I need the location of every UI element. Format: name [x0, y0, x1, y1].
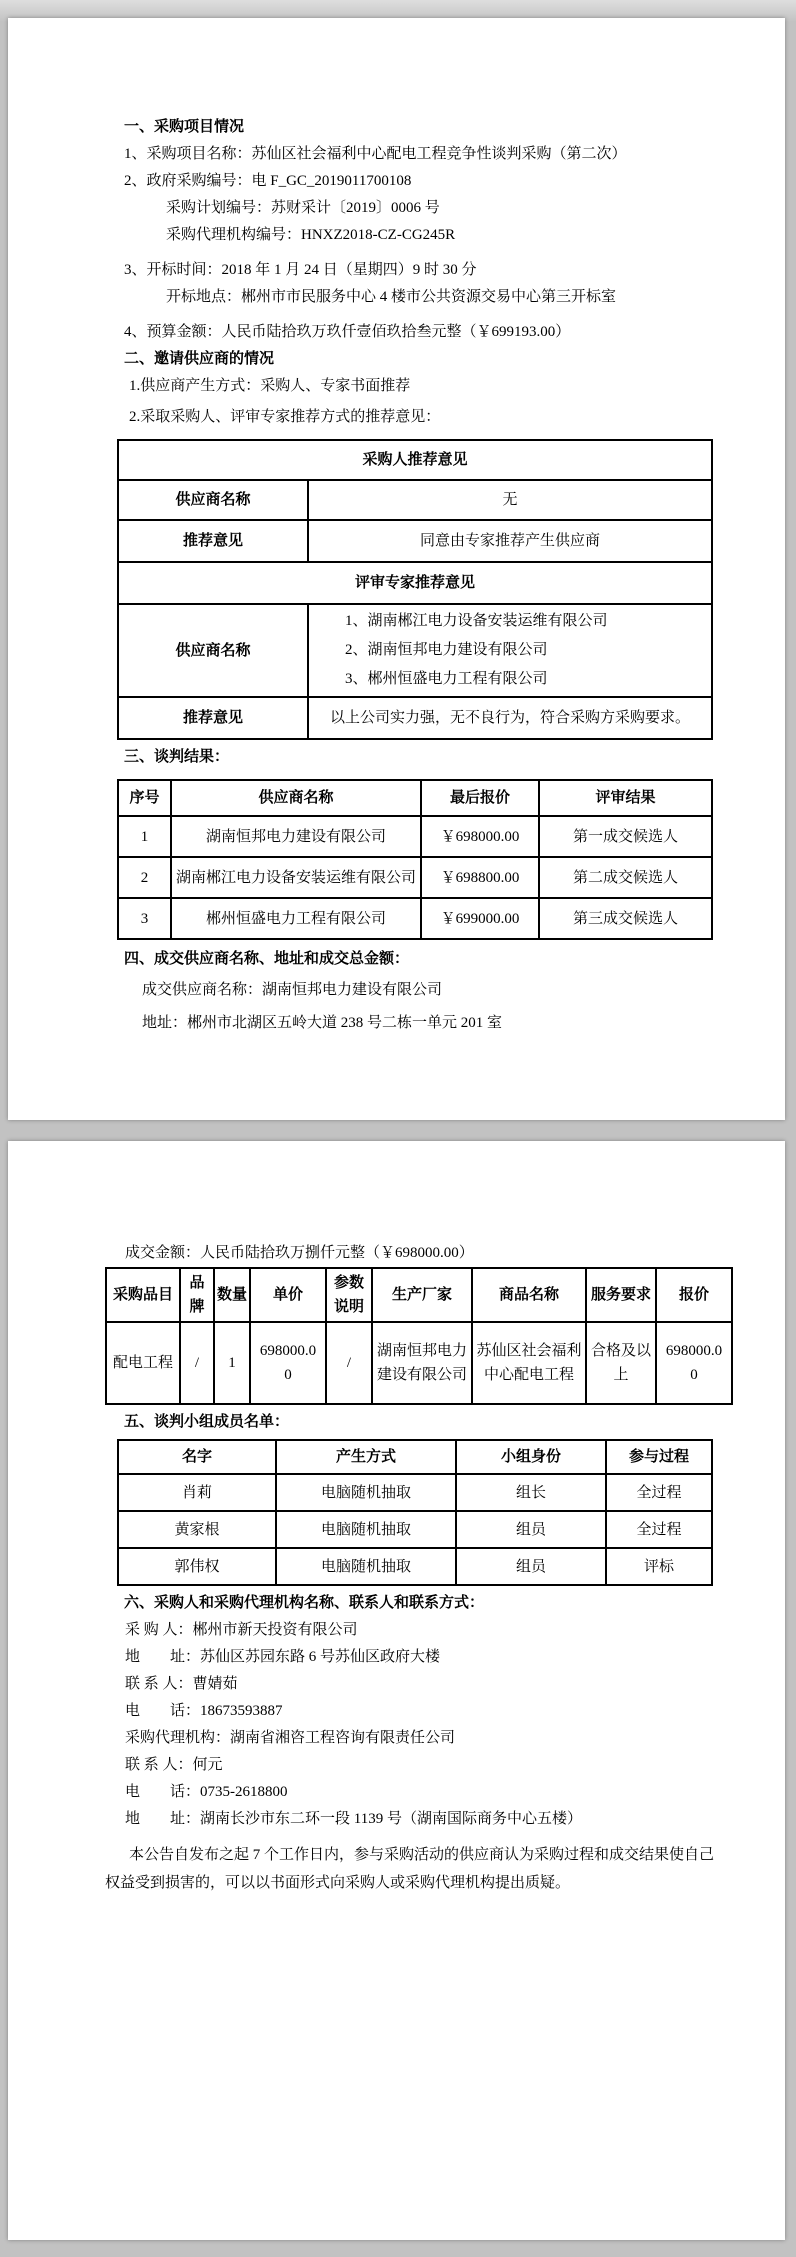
deal-header-quote: 报价: [656, 1268, 732, 1322]
expert-supplier-3: 3、郴州恒盛电力工程有限公司: [345, 671, 548, 687]
panel-header-participation: 参与过程: [606, 1440, 712, 1474]
agency-phone-line: 电 话：0735-2618800: [125, 1784, 288, 1800]
agency-no-line: 采购代理机构编号：HNXZ2018-CZ-CG245R: [166, 227, 456, 243]
section-1-heading: 一、采购项目情况: [124, 119, 245, 135]
panel-cell-name: 郭伟权: [118, 1548, 276, 1585]
neg-cell-result: 第一成交候选人: [539, 816, 712, 857]
document-page-2: [8, 1141, 785, 2240]
page-2-content: [105, 1141, 723, 1897]
deal-header-brand: 品牌: [180, 1268, 214, 1322]
table-row: [118, 1548, 712, 1585]
buyer-recommendation-header-cell: 采购人推荐意见: [118, 440, 712, 480]
buyer-name-line: 采 购 人：郴州市新天投资有限公司: [125, 1622, 358, 1638]
deal-header-product: 商品名称: [472, 1268, 586, 1322]
panel-cell-role: 组长: [456, 1474, 606, 1511]
buyer-contact-person-line: 联 系 人：曹婧茹: [125, 1676, 238, 1692]
panel-cell-participation: 评标: [606, 1548, 712, 1585]
project-name-line: 1、采购项目名称：苏仙区社会福利中心配电工程竞争性谈判采购（第二次）: [124, 146, 627, 162]
neg-cell-result: 第二成交候选人: [539, 857, 712, 898]
buyer-phone-line: 电 话：18673593887: [125, 1703, 283, 1719]
expert-recommendation-header-cell: 评审专家推荐意见: [118, 562, 712, 604]
expert-supplier-label-cell: 供应商名称: [118, 604, 308, 697]
section-2-heading: 二、邀请供应商的情况: [124, 351, 275, 367]
panel-cell-role: 组员: [456, 1511, 606, 1548]
panel-cell-participation: 全过程: [606, 1474, 712, 1511]
agency-name-line: 采购代理机构：湖南省湘咨工程咨询有限责任公司: [125, 1730, 456, 1746]
agency-address-line: 地 址：湖南长沙市东二环一段 1139 号（湖南国际商务中心五楼）: [125, 1811, 582, 1827]
budget-line: 4、预算金额：人民币陆拾玖万玖仟壹佰玖拾叁元整（￥699193.00）: [124, 324, 571, 340]
section-6-heading: 六、采购人和采购代理机构名称、联系人和联系方式：: [124, 1595, 485, 1611]
recommendation-intro-line: 2.采取采购人、评审专家推荐方式的推荐意见：: [129, 409, 441, 425]
neg-cell-supplier: 湖南郴江电力设备安装运维有限公司: [171, 857, 421, 898]
deal-detail-table: [105, 1267, 733, 1405]
winner-address-line: 地址：郴州市北湖区五岭大道 238 号二栋一单元 201 室: [142, 1015, 503, 1031]
deal-header-manufacturer: 生产厂家: [372, 1268, 472, 1322]
neg-cell-seq: 1: [118, 816, 171, 857]
neg-header-supplier: 供应商名称: [171, 780, 421, 816]
panel-cell-participation: 全过程: [606, 1511, 712, 1548]
neg-cell-seq: 2: [118, 857, 171, 898]
plan-no-line: 采购计划编号：苏财采计〔2019〕0006 号: [166, 200, 440, 216]
neg-cell-supplier: 湖南恒邦电力建设有限公司: [171, 816, 421, 857]
deal-cell-quote: 698000.00: [656, 1322, 732, 1404]
neg-cell-quote: ￥698800.00: [421, 857, 539, 898]
expert-supplier-2: 2、湖南恒邦电力建设有限公司: [345, 642, 548, 658]
table-row: [118, 1511, 712, 1548]
open-time-line: 3、开标时间：2018 年 1 月 24 日（星期四）9 时 30 分: [124, 262, 477, 278]
neg-header-review-result: 评审结果: [539, 780, 712, 816]
panel-cell-name: 黄家根: [118, 1511, 276, 1548]
supplier-name-value-cell: 无: [308, 480, 712, 520]
section-5-heading: 五、谈判小组成员名单：: [124, 1414, 290, 1430]
neg-cell-result: 第三成交候选人: [539, 898, 712, 939]
panel-cell-role: 组员: [456, 1548, 606, 1585]
panel-member-table: [117, 1439, 713, 1586]
panel-header-method: 产生方式: [276, 1440, 456, 1474]
neg-cell-quote: ￥699000.00: [421, 898, 539, 939]
neg-header-final-quote: 最后报价: [421, 780, 539, 816]
deal-cell-manufacturer: 湖南恒邦电力建设有限公司: [372, 1322, 472, 1404]
open-place-line: 开标地点：郴州市市民服务中心 4 楼市公共资源交易中心第三开标室: [166, 289, 617, 305]
recommendation-table: [117, 439, 713, 740]
deal-header-unit-price: 单价: [250, 1268, 326, 1322]
table-row: [118, 898, 712, 939]
deal-cell-qty: 1: [214, 1322, 250, 1404]
supplier-method-line: 1.供应商产生方式：采购人、专家书面推荐: [129, 378, 411, 394]
neg-cell-quote: ￥698000.00: [421, 816, 539, 857]
panel-header-name: 名字: [118, 1440, 276, 1474]
deal-cell-brand: /: [180, 1322, 214, 1404]
table-row: [118, 816, 712, 857]
document-page-1: [8, 18, 785, 1120]
section-4-heading: 四、成交供应商名称、地址和成交总金额：: [124, 951, 410, 967]
table-row: [118, 857, 712, 898]
panel-cell-name: 肖莉: [118, 1474, 276, 1511]
section-3-heading: 三、谈判结果：: [124, 749, 230, 765]
panel-header-role: 小组身份: [456, 1440, 606, 1474]
panel-cell-method: 电脑随机抽取: [276, 1474, 456, 1511]
expert-opinion-label-cell: 推荐意见: [118, 697, 308, 739]
deal-header-spec: 参数说明: [326, 1268, 372, 1322]
winner-name-line: 成交供应商名称：湖南恒邦电力建设有限公司: [142, 982, 443, 998]
deal-header-service: 服务要求: [586, 1268, 656, 1322]
deal-cell-product: 苏仙区社会福利中心配电工程: [472, 1322, 586, 1404]
panel-cell-method: 电脑随机抽取: [276, 1548, 456, 1585]
neg-cell-seq: 3: [118, 898, 171, 939]
deal-cell-spec: /: [326, 1322, 372, 1404]
deal-header-item: 采购品目: [106, 1268, 180, 1322]
negotiation-result-table: [117, 779, 713, 940]
expert-opinion-value-cell: 以上公司实力强，无不良行为，符合采购方采购要求。: [308, 697, 712, 739]
deal-header-qty: 数量: [214, 1268, 250, 1322]
buyer-address-line: 地 址：苏仙区苏园东路 6 号苏仙区政府大楼: [125, 1649, 441, 1665]
opinion-label-cell: 推荐意见: [118, 520, 308, 562]
objection-notice-paragraph: 本公告自发布之起 7 个工作日内，参与采购活动的供应商认为采购过程和成交结果使自己权益受到损害的，可以以书面形式向采购人或采购代理机构提出质疑。: [105, 1847, 715, 1891]
gov-procurement-no-line: 2、政府采购编号：电 F_GC_2019011700108: [124, 173, 412, 189]
deal-amount-line: 成交金额：人民币陆拾玖万捌仟元整（￥698000.00）: [125, 1245, 474, 1261]
supplier-name-label-cell: 供应商名称: [118, 480, 308, 520]
neg-header-seq: 序号: [118, 780, 171, 816]
page-1-content: [117, 18, 711, 1037]
table-row: [118, 1474, 712, 1511]
expert-supplier-1: 1、湖南郴江电力设备安装运维有限公司: [345, 613, 608, 629]
expert-supplier-list-cell: [308, 604, 712, 697]
deal-cell-unit-price: 698000.00: [250, 1322, 326, 1404]
panel-cell-method: 电脑随机抽取: [276, 1511, 456, 1548]
deal-cell-service: 合格及以上: [586, 1322, 656, 1404]
neg-cell-supplier: 郴州恒盛电力工程有限公司: [171, 898, 421, 939]
opinion-value-cell: 同意由专家推荐产生供应商: [308, 520, 712, 562]
table-row: [106, 1322, 732, 1404]
deal-cell-item: 配电工程: [106, 1322, 180, 1404]
agency-contact-person-line: 联 系 人：何元: [125, 1757, 223, 1773]
